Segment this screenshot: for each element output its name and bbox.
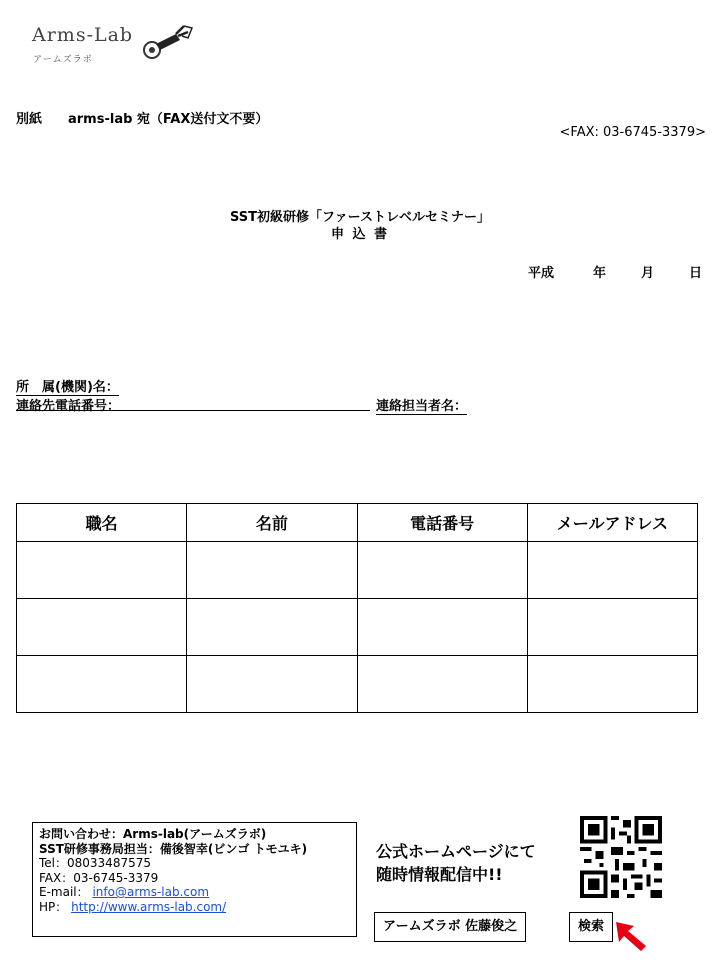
betsushi-label: 別紙 [16, 112, 43, 127]
table-cell[interactable] [527, 542, 697, 599]
fax-line: FAX：03-6745-3379 [39, 870, 159, 885]
fax-number: <FAX: 03-6745-3379> [559, 125, 706, 140]
page-subtitle: 申 込 書 [330, 227, 390, 242]
qr-code-icon [580, 816, 662, 898]
logo-text: Arms-Lab [32, 24, 134, 46]
homepage-line-1: 公式ホームページにて [376, 842, 536, 861]
table-cell[interactable] [357, 599, 527, 656]
hp-label: HP： [39, 899, 68, 914]
email-label: E-mail： [39, 885, 89, 899]
contact-person-field[interactable]: 連絡担当者名： [376, 395, 467, 415]
date-day: 日 [689, 266, 703, 281]
table-cell[interactable] [187, 599, 357, 656]
column-header-phone: 電話番号 [357, 504, 527, 542]
column-header-name: 名前 [187, 504, 357, 542]
robot-arm-icon [142, 22, 198, 62]
table-cell[interactable] [17, 656, 187, 713]
table-cell[interactable] [527, 656, 697, 713]
table-cell[interactable] [527, 599, 697, 656]
date-year: 年 [593, 266, 607, 281]
table-cell[interactable] [17, 599, 187, 656]
table-header-row [17, 504, 698, 542]
date-era: 平成 [528, 266, 555, 281]
column-header-title: 職名 [17, 504, 187, 542]
application-table [16, 503, 698, 713]
inquiry-line: お問い合わせ：Arms-lab(アームズラボ) [39, 827, 267, 841]
cursor-arrow-icon [612, 920, 652, 956]
homepage-promo [376, 840, 536, 886]
column-header-email: メールアドレス [527, 504, 697, 542]
table-cell[interactable] [187, 542, 357, 599]
email-link[interactable]: info@arms-lab.com [92, 885, 210, 899]
phone-field-label: 連絡先電話番号： [16, 399, 121, 414]
table-row [17, 542, 698, 599]
office-line: SST研修事務局担当：備後智幸(ビンゴ トモユキ) [39, 841, 308, 856]
hp-line [39, 900, 350, 915]
logo-subtext: アームズラボ [33, 55, 93, 65]
homepage-line-2: 随時情報配信中!! [376, 865, 503, 884]
hp-link[interactable]: http://www.arms-lab.com/ [71, 899, 227, 914]
contact-box [32, 822, 357, 937]
search-query-box[interactable]: アームズラボ 佐藤俊之 [374, 912, 526, 942]
table-cell[interactable] [187, 656, 357, 713]
page-title: SST初級研修「ファーストレベルセミナー」 [229, 210, 491, 225]
tel-line: Tel：08033487575 [39, 856, 151, 870]
affiliation-field[interactable]: 所 属(機関)名： [16, 376, 119, 396]
table-cell[interactable] [17, 542, 187, 599]
table-cell[interactable] [357, 656, 527, 713]
table-row [17, 656, 698, 713]
recipient-label: arms-lab 宛（FAX送付文不要） [68, 112, 269, 127]
email-line [39, 885, 350, 900]
table-row [17, 599, 698, 656]
search-button[interactable]: 検索 [569, 912, 613, 942]
date-month: 月 [641, 266, 655, 281]
table-cell[interactable] [357, 542, 527, 599]
